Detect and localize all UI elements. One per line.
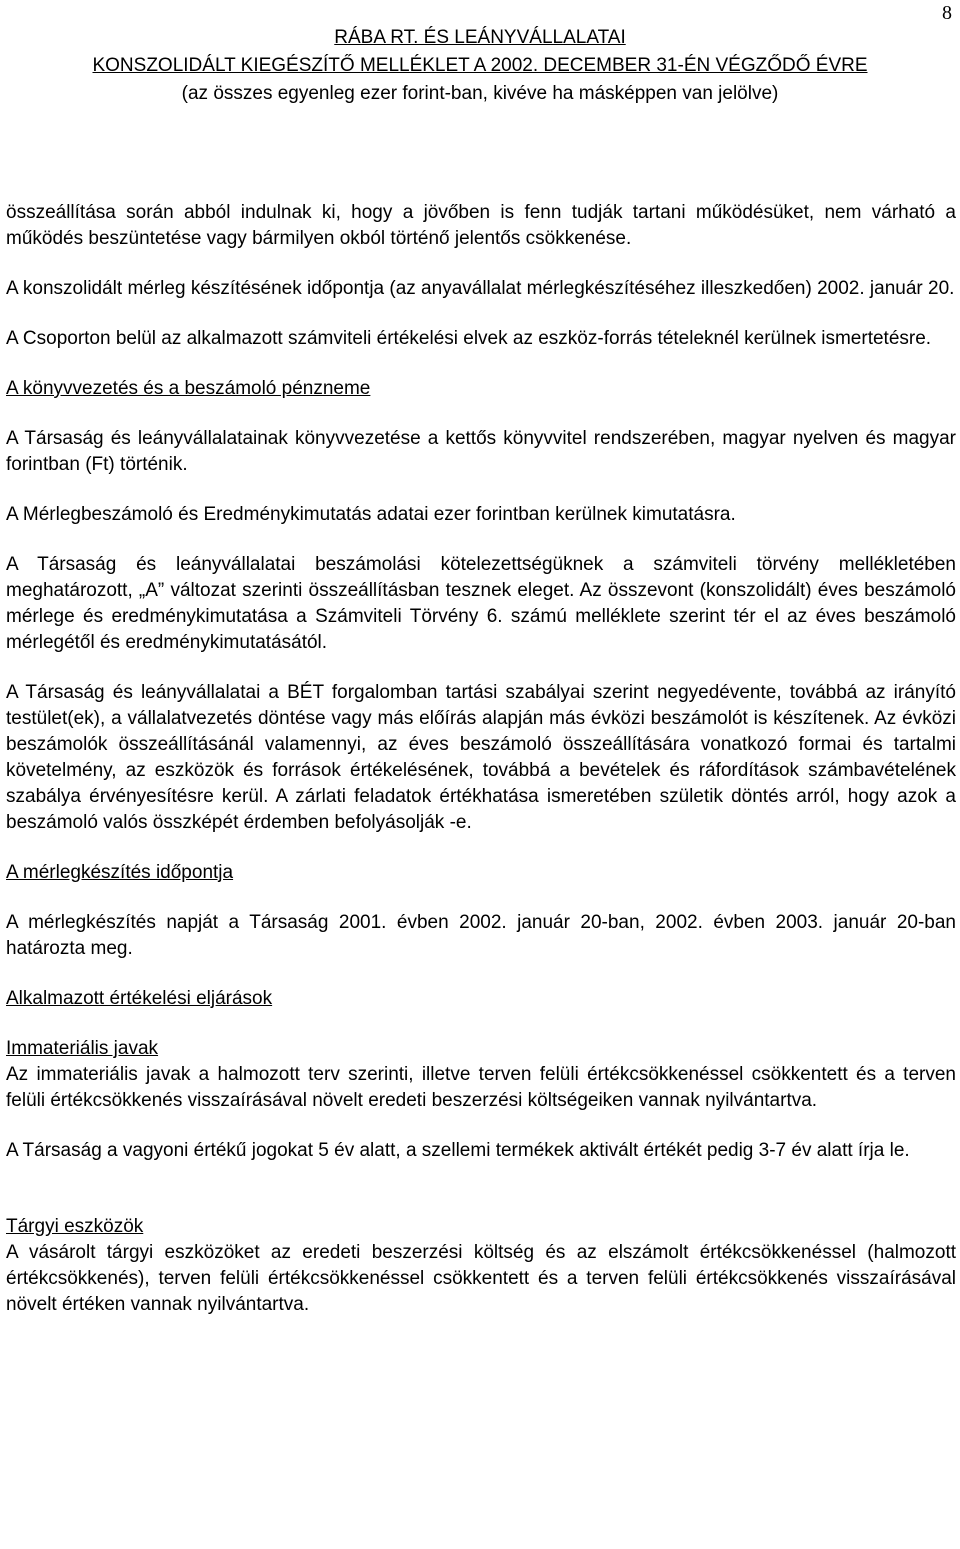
paragraph-tangible-assets: A vásárolt tárgyi eszközöket az eredeti beszerzési költség és az elszámolt értékcsökkenéssel (halmozott értékcsökkenés), terven felüli értékcsökkenéssel csökkentett és a terven felüli értékcsökkenés visszaírásával növelt értéken vannak nyilvántartva. (6, 1242, 956, 1315)
report-title: KONSZOLIDÁLT KIEGÉSZÍTŐ MELLÉKLET A 2002. DECEMBER 31-ÉN VÉGZŐDŐ ÉVRE (92, 55, 868, 76)
paragraph-balance-date: A konszolidált mérleg készítésének időpontja (az anyavállalat mérlegkészítéséhez illeszkedően) 2002. január 20. (6, 278, 955, 299)
heading-balance-sheet-date: A mérlegkészítés időpontja (6, 862, 234, 883)
heading-intangible-assets: Immateriális javak (6, 1038, 159, 1059)
page-number: 8 (942, 2, 952, 24)
document-body (6, 200, 956, 1342)
paragraph-reporting-obligation: A Társaság és leányvállalatai beszámolási kötelezettségüknek a számviteli törvény mellékletében meghatározott, „A” változat szerinti összeállításban tesznek eleget. Az összevont (konszolidált) éves beszámoló mérlege és eredménykimutatása a Számviteli Törvény 6. számú melléklete szerint tér el az éves beszámoló mérlegétől és eredménykimutatásától. (6, 554, 956, 653)
heading-tangible-assets: Tárgyi eszközök (6, 1216, 144, 1237)
document-header (0, 24, 960, 108)
paragraph-balance-sheet-date: A mérlegkészítés napját a Társaság 2001. évben 2002. január 20-ban, 2002. évben 2003. január 20-ban határozta meg. (6, 912, 956, 959)
paragraph-interim-reports: A Társaság és leányvállalatai a BÉT forgalomban tartási szabályai szerint negyedévente, továbbá az irányító testület(ek), a vállalatvezetés döntése vagy más előírás alapján más évközi beszámolót is készítenek. Az évközi beszámolók összeállításánál valamennyi, az éves beszámoló összeállítására vonatkozó formai és tartalmi követelmény, az eszközök és források értékelésének, továbbá a bevételek és ráfordítások számbavételének szabálya érvényesítésre kerül. A zárlati feladatok értékhatása ismeretében születik döntés arról, hogy azok a beszámoló valós összképét érdemben befolyásolják -e. (6, 682, 956, 833)
heading-currency: A könyvvezetés és a beszámoló pénzneme (6, 378, 371, 399)
paragraph-intangible-assets: Az immateriális javak a halmozott terv szerinti, illetve terven felüli értékcsökkenéssel csökkentett és a terven felüli értékcsökkenés visszaírásával növelt eredeti beszerzési költségeiken vannak nyilvántartva. (6, 1064, 956, 1111)
paragraph-bookkeeping: A Társaság és leányvállalatainak könyvvezetése a kettős könyvvitel rendszerében, magyar nyelven és magyar forintban (Ft) történik. (6, 428, 956, 475)
heading-valuation-procedures: Alkalmazott értékelési eljárások (6, 988, 273, 1009)
currency-note: (az összes egyenleg ezer forint-ban, kivéve ha másképpen van jelölve) (181, 83, 779, 104)
paragraph-amortization: A Társaság a vagyoni értékű jogokat 5 év alatt, a szellemi termékek aktivált értékét pedig 3-7 év alatt írja le. (6, 1140, 910, 1161)
company-title: RÁBA RT. ÉS LEÁNYVÁLLALATAI (334, 27, 626, 48)
paragraph-valuation-principles: A Csoporton belül az alkalmazott számviteli értékelési elvek az eszköz-forrás tételeknél kerülnek ismertetésre. (6, 328, 932, 349)
paragraph-going-concern: összeállítása során abból indulnak ki, hogy a jövőben is fenn tudják tartani működésüket, nem várható a működés beszüntetése vagy bármilyen okból történő jelentős csökkenése. (6, 202, 956, 249)
paragraph-thousand-forint: A Mérlegbeszámoló és Eredménykimutatás adatai ezer forintban kerülnek kimutatásra. (6, 504, 736, 525)
